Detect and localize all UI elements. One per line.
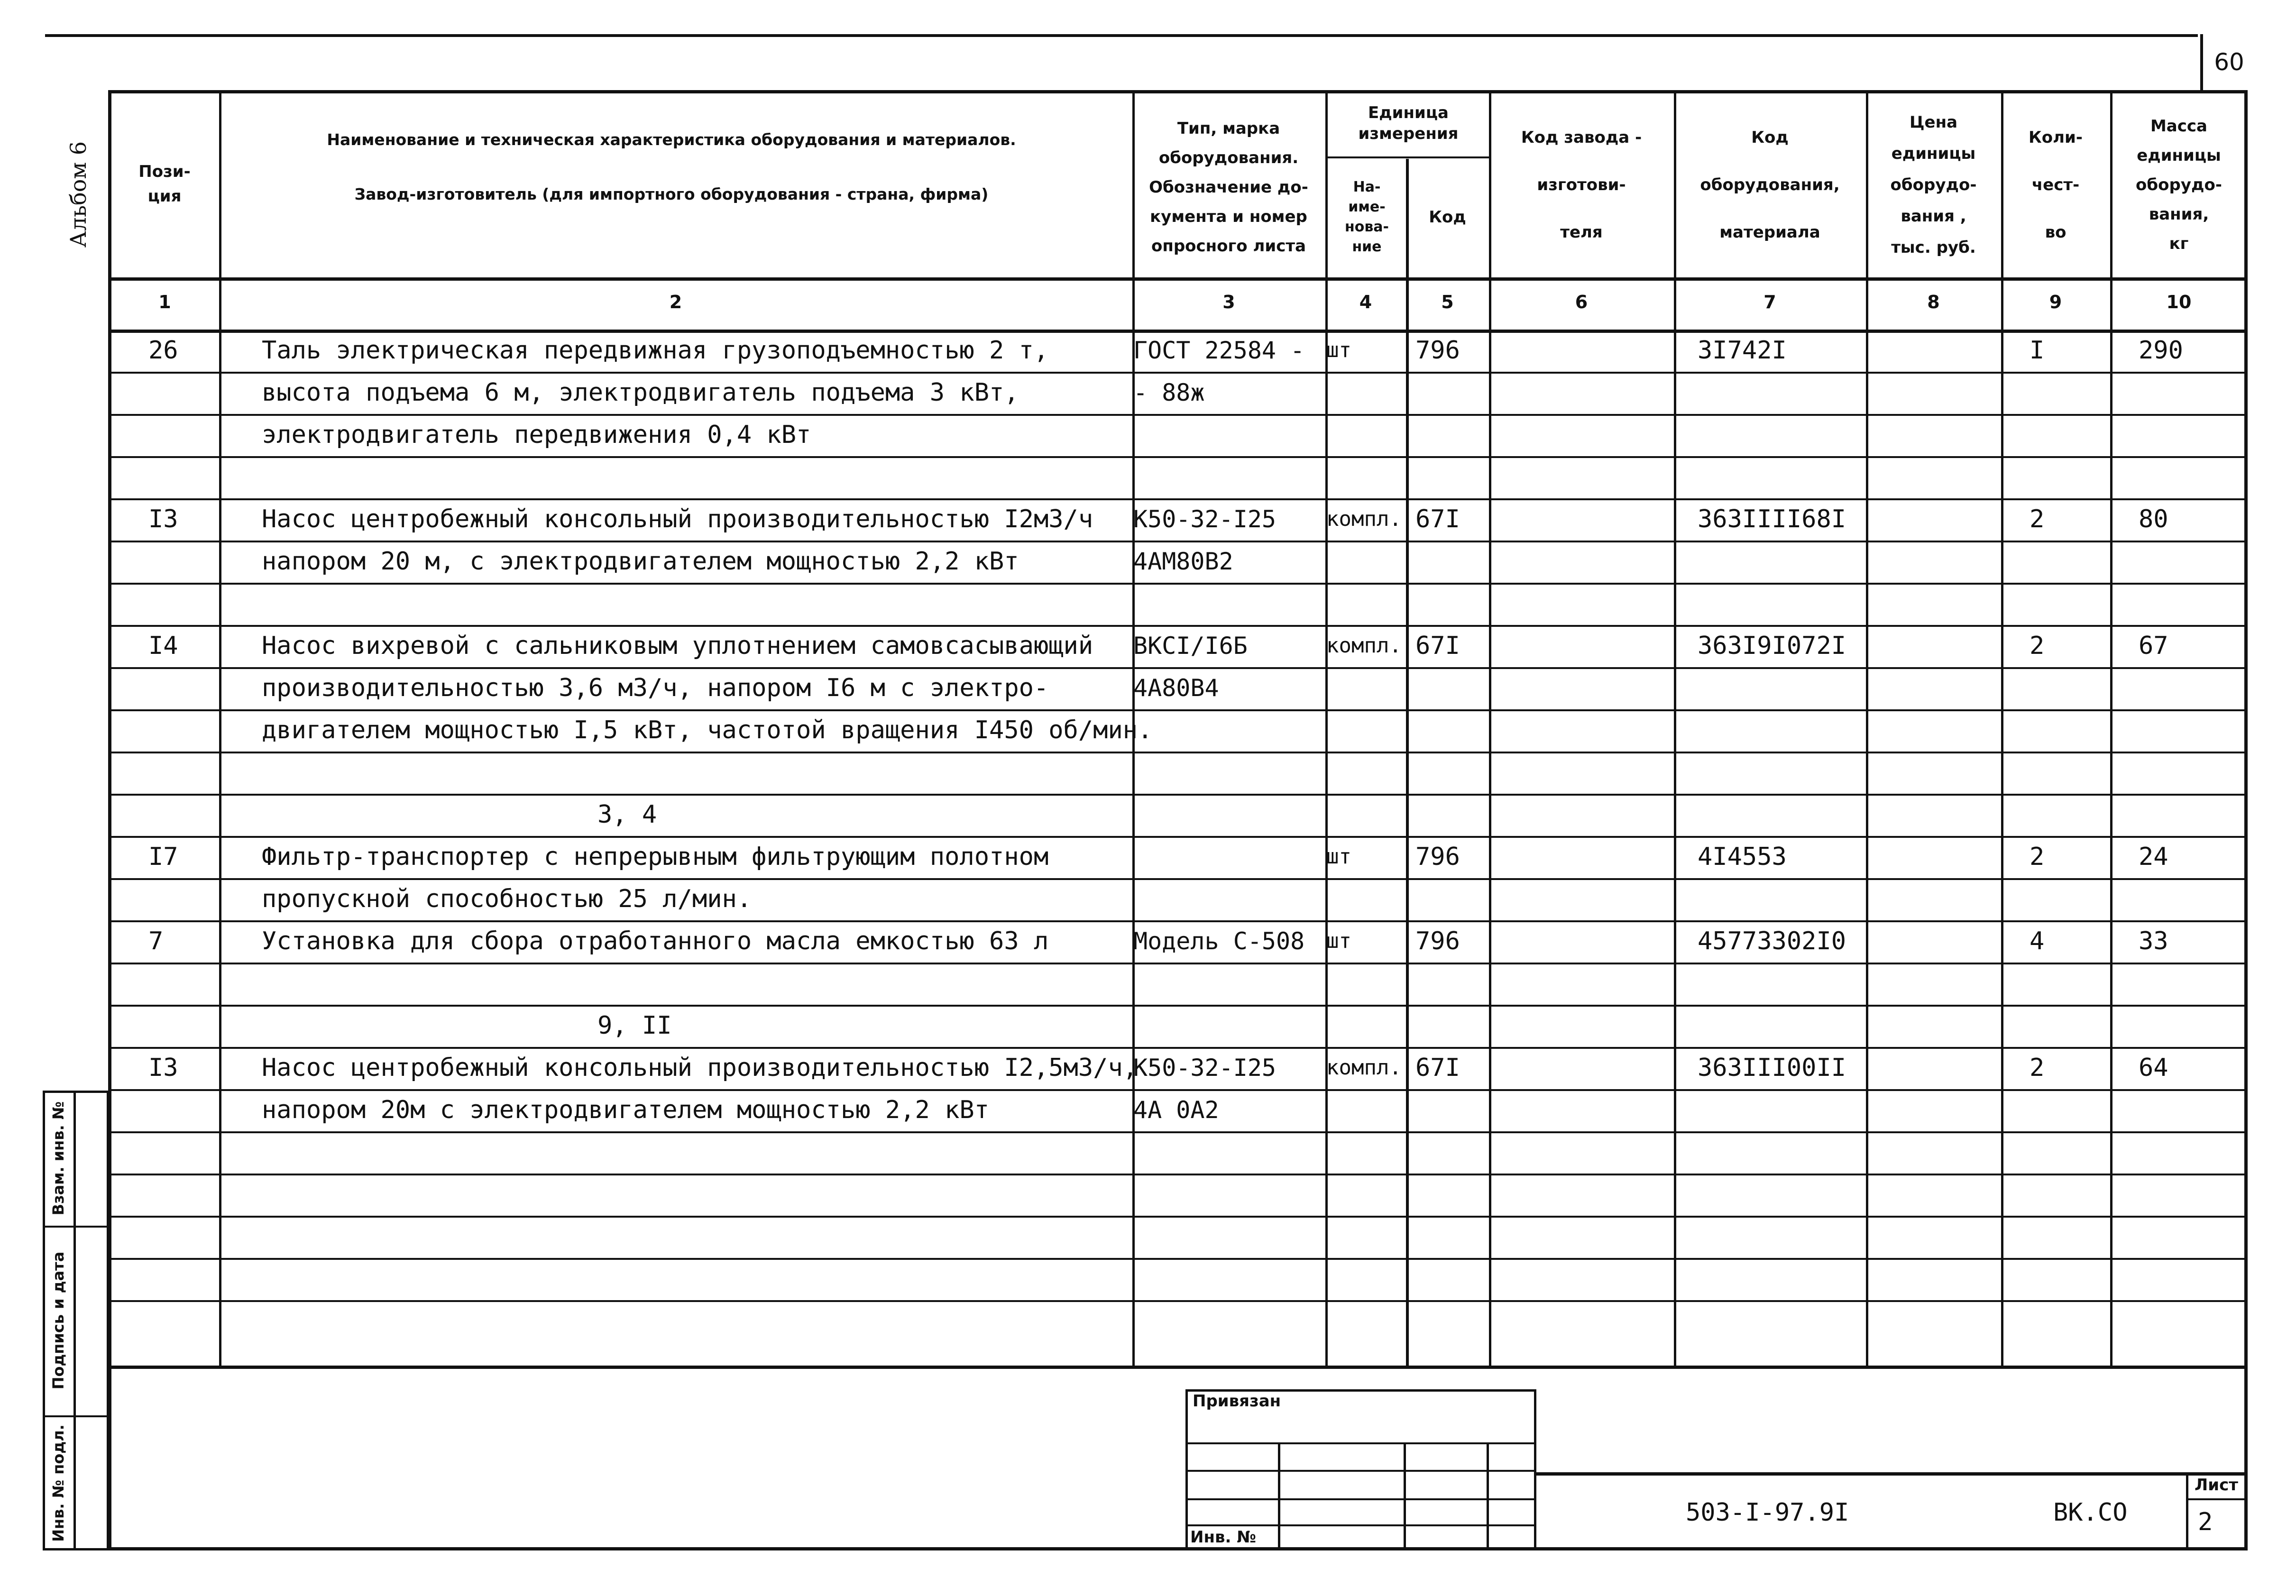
sheet-label: Лист	[2195, 1476, 2238, 1495]
column-number: 9	[2049, 292, 2062, 312]
unit-name-cell: компл.	[1326, 1055, 1402, 1080]
row-line	[110, 1047, 2248, 1049]
row-line	[110, 878, 2248, 880]
name-cell: производительностью 3,6 м3/ч, напором I6 м с электро-	[262, 674, 1049, 702]
title-block-divider	[2186, 1472, 2188, 1550]
name-cell: высота подъема 6 м, электродвигатель подъема 3 кВт,	[262, 378, 1019, 407]
unit-name-cell: шт	[1326, 338, 1351, 362]
type-cell: 4А80В4	[1133, 674, 1219, 702]
column-number: 5	[1441, 292, 1454, 312]
row-line	[110, 836, 2248, 838]
equipment-code-cell: 45773302I0	[1698, 927, 1846, 955]
binding-divider	[1185, 1442, 1536, 1444]
mass-cell: 290	[2139, 336, 2183, 365]
column-number: 8	[1927, 292, 1940, 312]
document-mark: ВК.СО	[2053, 1498, 2128, 1527]
row-line	[110, 1089, 2248, 1091]
name-cell: напором 20 м, с электродвигателем мощностью 2,2 кВт	[262, 547, 1019, 576]
header-position: Пози- ция	[138, 162, 191, 206]
mass-cell: 67	[2139, 632, 2168, 660]
quantity-cell: 4	[2030, 927, 2045, 955]
quantity-cell: 2	[2030, 505, 2045, 533]
header-plant-code	[1491, 95, 1671, 275]
position-cell: I7	[148, 843, 178, 871]
name-cell: Фильтр-транспортер с непрерывным фильтрующим полотном	[262, 843, 1049, 871]
column-number: 3	[1222, 292, 1235, 312]
header-quantity-text: Коли- чест- во	[2029, 128, 2083, 242]
row-line	[110, 1258, 2248, 1260]
equipment-code-cell: 4I4553	[1698, 843, 1787, 871]
row-line	[110, 372, 2248, 374]
row-line	[110, 667, 2248, 669]
row-line	[110, 1216, 2248, 1218]
type-cell: К50-32-I25	[1133, 505, 1277, 533]
type-cell: ГОСТ 22584 -	[1133, 337, 1305, 364]
row-line	[110, 1300, 2248, 1302]
mass-cell: 64	[2139, 1054, 2168, 1082]
row-line	[110, 709, 2248, 711]
name-cell: двигателем мощностью I,5 кВт, частотой вращения I450 об/мин.	[262, 716, 1153, 744]
album-text: Альбом 6	[65, 141, 91, 248]
name-cell: Насос вихревой с сальниковым уплотнением самовсасывающий	[262, 632, 1093, 660]
name-cell: пропускной способностью 25 л/мин.	[262, 885, 752, 913]
section-heading: 9, II	[597, 1011, 672, 1040]
side-stamp-divider	[73, 1091, 76, 1550]
position-cell: I3	[148, 505, 178, 533]
header-mass	[2112, 95, 2245, 275]
row-line	[110, 583, 2248, 585]
row-line	[110, 414, 2248, 416]
row-line	[110, 963, 2248, 964]
column-number: 1	[158, 292, 171, 312]
side-stamp-original: Инв. № подл.	[49, 1424, 67, 1542]
name-cell: напором 20м с электродвигателем мощностью 2,2 кВт	[262, 1096, 990, 1124]
header-unit-code: Код	[1429, 207, 1466, 227]
name-cell: электродвигатель передвижения 0,4 кВт	[262, 421, 811, 449]
unit-name-cell: шт	[1326, 844, 1351, 869]
table-bottom	[108, 1366, 2248, 1369]
row-line	[110, 498, 2248, 500]
row-line	[110, 920, 2248, 922]
header-price-text: Цена единицы оборудо- вания , тыс. руб.	[1890, 113, 1977, 257]
type-cell: 4А 0А2	[1133, 1096, 1219, 1124]
unit-code-cell: 796	[1415, 336, 1460, 365]
header-unit-name-text: На- име- нова- ние	[1344, 178, 1389, 255]
inventory-label: Инв. №	[1190, 1528, 1257, 1547]
unit-name-cell: компл.	[1326, 633, 1402, 658]
header-type-text: Тип, марка оборудования. Обозначение до- кумента и номер опросного листа	[1149, 119, 1308, 256]
quantity-cell: 2	[2030, 1054, 2045, 1082]
header-type	[1134, 102, 1323, 273]
header-plant-code-text: Код завода - изготови- теля	[1521, 128, 1642, 242]
binding-divider	[1278, 1442, 1280, 1550]
header-unit	[1328, 95, 1489, 152]
row-line	[110, 752, 2248, 753]
sheet-number: 2	[2198, 1508, 2213, 1536]
row-line	[110, 1174, 2248, 1175]
header-divider	[110, 330, 2248, 333]
mass-cell: 33	[2139, 927, 2168, 955]
quantity-cell: I	[2030, 336, 2045, 365]
column-number: 7	[1763, 292, 1776, 312]
header-unit-text: Единица измерения	[1358, 103, 1459, 143]
unit-code-cell: 796	[1415, 843, 1460, 871]
header-equipment-code	[1676, 95, 1864, 275]
row-line	[110, 541, 2248, 542]
quantity-cell: 2	[2030, 632, 2045, 660]
document-code: 503-I-97.9I	[1686, 1498, 1849, 1527]
side-stamp-replace: Взам. инв. №	[49, 1101, 67, 1215]
column-line	[1406, 159, 1409, 1366]
page-number: 60	[2200, 34, 2255, 90]
position-cell: I3	[148, 1054, 178, 1082]
mass-cell: 24	[2139, 843, 2168, 871]
top-border	[45, 34, 2198, 37]
type-cell: - 88ж	[1133, 379, 1205, 406]
title-block-top	[1536, 1472, 2248, 1476]
header-quantity	[2003, 95, 2108, 275]
unit-code-cell: 67I	[1415, 632, 1460, 660]
equipment-code-cell: 363III00II	[1698, 1054, 1846, 1082]
mass-cell: 80	[2139, 505, 2168, 533]
header-equipment-code-text: Код оборудования, материала	[1700, 128, 1840, 242]
header-divider	[110, 277, 2248, 281]
quantity-cell: 2	[2030, 843, 2045, 871]
name-cell: Таль электрическая передвижная грузоподъемностью 2 т,	[262, 336, 1049, 365]
side-stamp-label	[43, 1226, 73, 1415]
row-line	[110, 456, 2248, 458]
header-mass-text: Масса единицы оборудо- вания, кг	[2136, 117, 2222, 253]
side-stamp-label	[43, 1415, 73, 1550]
type-cell: 4АМ80В2	[1133, 548, 1233, 575]
type-cell: ВКСI/I6Б	[1133, 632, 1248, 660]
unit-code-cell: 67I	[1415, 1054, 1460, 1082]
side-stamp-signature: Подпись и дата	[49, 1251, 67, 1390]
binding-divider	[1185, 1524, 1536, 1526]
unit-code-cell: 67I	[1415, 505, 1460, 533]
row-line	[110, 794, 2248, 796]
album-label	[62, 128, 95, 261]
title-block-divider	[2186, 1498, 2248, 1500]
binding-label: Привязан	[1193, 1392, 1281, 1411]
header-name: Наименование и техническая характеристика оборудования и материалов.	[327, 130, 1016, 149]
binding-divider	[1487, 1442, 1489, 1550]
equipment-code-cell: 363IIII68I	[1698, 505, 1846, 533]
unit-code-cell: 796	[1415, 927, 1460, 955]
section-heading: 3, 4	[597, 800, 657, 829]
row-line	[110, 1005, 2248, 1007]
side-stamp-label	[43, 1091, 73, 1226]
header-price	[1868, 95, 1999, 275]
binding-divider	[1185, 1470, 1536, 1472]
name-cell: Насос центробежный консольный производительностью I2м3/ч	[262, 505, 1093, 533]
name-cell: Установка для сбора отработанного масла емкостью 63 л	[262, 927, 1049, 955]
name-cell: Насос центробежный консольный производительностью I2,5м3/ч,	[262, 1054, 1138, 1082]
column-number: 2	[669, 292, 682, 312]
row-line	[110, 1131, 2248, 1133]
unit-name-cell: компл.	[1326, 507, 1402, 531]
column-number: 6	[1575, 292, 1588, 312]
binding-divider	[1185, 1498, 1536, 1500]
header-divider	[1325, 156, 1489, 158]
row-line	[110, 625, 2248, 627]
equipment-code-cell: 363I9I072I	[1698, 632, 1846, 660]
header-unit-name	[1328, 159, 1406, 275]
unit-name-cell: шт	[1326, 929, 1351, 953]
equipment-code-cell: 3I742I	[1698, 336, 1787, 365]
type-cell: К50-32-I25	[1133, 1054, 1277, 1082]
type-cell: Модель С-508	[1133, 927, 1305, 955]
header-manufacturer: Завод-изготовитель (для импортного оборудования - страна, фирма)	[354, 185, 989, 203]
position-cell: 26	[148, 336, 178, 365]
binding-divider	[1404, 1442, 1406, 1550]
position-cell: 7	[148, 927, 164, 955]
column-number: 4	[1359, 292, 1372, 312]
position-cell: I4	[148, 632, 178, 660]
column-number: 10	[2166, 292, 2192, 312]
